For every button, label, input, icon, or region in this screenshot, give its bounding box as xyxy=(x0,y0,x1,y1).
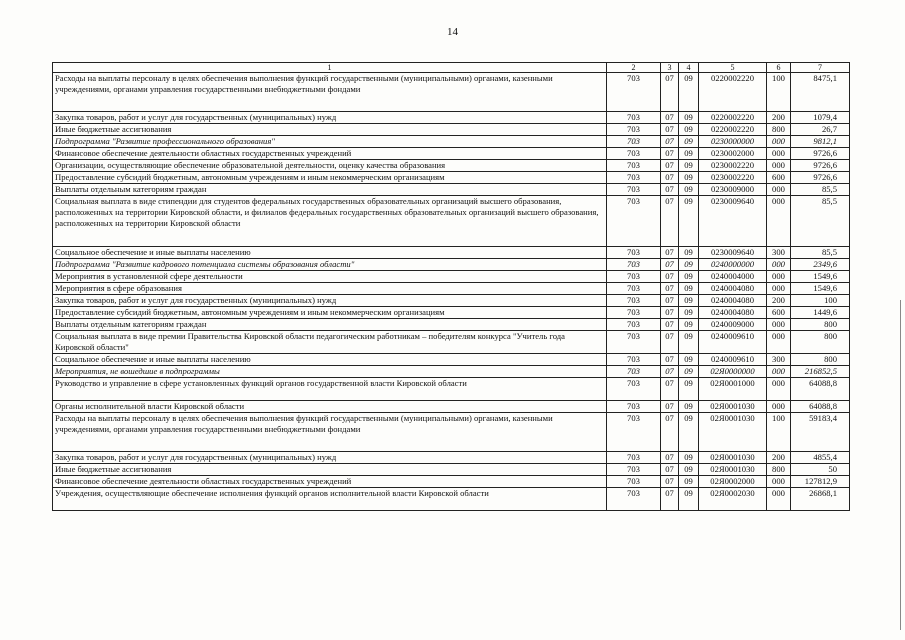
cell-code-3: 07 xyxy=(661,366,679,378)
cell-amount: 9726,6 xyxy=(791,160,850,172)
page-number: 14 xyxy=(447,26,458,38)
cell-code-4: 09 xyxy=(679,172,699,184)
cell-code-4: 09 xyxy=(679,452,699,464)
cell-code-5: 02Я0001000 xyxy=(699,378,767,401)
cell-code-3: 07 xyxy=(661,401,679,413)
cell-code-6: 000 xyxy=(767,136,791,148)
cell-code-3: 07 xyxy=(661,124,679,136)
table-row xyxy=(53,366,850,378)
row-description: Организации, осуществляющие обеспечение образовательной деятельности, оценку качества образования xyxy=(53,160,607,172)
cell-code-4: 09 xyxy=(679,259,699,271)
cell-code-2: 703 xyxy=(607,283,661,295)
cell-code-2: 703 xyxy=(607,378,661,401)
cell-amount: 85,5 xyxy=(791,184,850,196)
cell-code-2: 703 xyxy=(607,464,661,476)
cell-code-5: 02Я0000000 xyxy=(699,366,767,378)
row-description: Предоставление субсидий бюджетным, автономным учреждениям и иным некоммерческим организациям xyxy=(53,307,607,319)
cell-code-3: 07 xyxy=(661,160,679,172)
row-description: Предоставление субсидий бюджетным, автономным учреждениям и иным некоммерческим организациям xyxy=(53,172,607,184)
cell-code-5: 0240009000 xyxy=(699,319,767,331)
table-row xyxy=(53,172,850,184)
table-row xyxy=(53,271,850,283)
row-description: Закупка товаров, работ и услуг для государственных (муниципальных) нужд xyxy=(53,452,607,464)
cell-code-5: 0240004080 xyxy=(699,307,767,319)
header-cell: 4 xyxy=(679,63,699,73)
cell-amount: 64088,8 xyxy=(791,378,850,401)
row-description: Иные бюджетные ассигнования xyxy=(53,124,607,136)
row-description: Органы исполнительной власти Кировской области xyxy=(53,401,607,413)
table-row xyxy=(53,283,850,295)
row-description: Мероприятия, не вошедшие в подпрограммы xyxy=(53,366,607,378)
cell-amount: 26,7 xyxy=(791,124,850,136)
cell-code-4: 09 xyxy=(679,464,699,476)
row-description: Мероприятия в установленной сфере деятельности xyxy=(53,271,607,283)
row-description: Финансовое обеспечение деятельности областных государственных учреждений xyxy=(53,476,607,488)
cell-code-2: 703 xyxy=(607,452,661,464)
cell-amount: 216852,5 xyxy=(791,366,850,378)
cell-code-6: 000 xyxy=(767,259,791,271)
table-row xyxy=(53,319,850,331)
table-row xyxy=(53,259,850,271)
cell-code-4: 09 xyxy=(679,413,699,452)
row-description: Подпрограмма "Развитие профессионального образования" xyxy=(53,136,607,148)
cell-code-6: 000 xyxy=(767,283,791,295)
header-cell: 6 xyxy=(767,63,791,73)
table-row xyxy=(53,331,850,354)
cell-code-4: 09 xyxy=(679,319,699,331)
row-description: Социальная выплата в виде стипендии для студентов федеральных государственных образовательных организаций высшего образования, расположенных на территории Кировской области, и филиалов федеральных государственных образовательных организаций высшего образования, расположенных на территории Кировской области xyxy=(53,196,607,247)
table-row xyxy=(53,354,850,366)
cell-code-4: 09 xyxy=(679,307,699,319)
cell-code-5: 02Я0001030 xyxy=(699,452,767,464)
cell-code-3: 07 xyxy=(661,378,679,401)
cell-code-6: 000 xyxy=(767,401,791,413)
cell-code-6: 000 xyxy=(767,271,791,283)
cell-amount: 800 xyxy=(791,354,850,366)
cell-amount: 85,5 xyxy=(791,247,850,259)
cell-code-4: 09 xyxy=(679,136,699,148)
table-row xyxy=(53,136,850,148)
cell-code-2: 703 xyxy=(607,196,661,247)
table-row xyxy=(53,148,850,160)
cell-amount: 9726,6 xyxy=(791,172,850,184)
cell-code-2: 703 xyxy=(607,112,661,124)
cell-code-5: 0230002000 xyxy=(699,148,767,160)
table-row xyxy=(53,488,850,511)
row-description: Мероприятия в сфере образования xyxy=(53,283,607,295)
cell-code-2: 703 xyxy=(607,295,661,307)
cell-code-6: 000 xyxy=(767,331,791,354)
cell-code-5: 0230000000 xyxy=(699,136,767,148)
cell-code-3: 07 xyxy=(661,247,679,259)
row-description: Финансовое обеспечение деятельности областных государственных учреждений xyxy=(53,148,607,160)
row-description: Закупка товаров, работ и услуг для государственных (муниципальных) нужд xyxy=(53,112,607,124)
table-row xyxy=(53,184,850,196)
row-description: Руководство и управление в сфере установленных функций органов государственной власти Кировской области xyxy=(53,378,607,401)
cell-code-6: 300 xyxy=(767,354,791,366)
cell-code-3: 07 xyxy=(661,283,679,295)
cell-code-4: 09 xyxy=(679,196,699,247)
cell-code-4: 09 xyxy=(679,401,699,413)
cell-code-2: 703 xyxy=(607,331,661,354)
cell-code-4: 09 xyxy=(679,73,699,112)
cell-amount: 59183,4 xyxy=(791,413,850,452)
cell-code-5: 0240000000 xyxy=(699,259,767,271)
cell-code-3: 07 xyxy=(661,307,679,319)
cell-code-2: 703 xyxy=(607,354,661,366)
cell-code-5: 02Я0001030 xyxy=(699,401,767,413)
cell-code-4: 09 xyxy=(679,488,699,511)
cell-code-3: 07 xyxy=(661,319,679,331)
cell-amount: 4855,4 xyxy=(791,452,850,464)
cell-code-4: 09 xyxy=(679,476,699,488)
cell-code-4: 09 xyxy=(679,160,699,172)
cell-code-5: 0220002220 xyxy=(699,112,767,124)
cell-code-3: 07 xyxy=(661,354,679,366)
cell-code-4: 09 xyxy=(679,184,699,196)
table-row xyxy=(53,112,850,124)
cell-code-6: 600 xyxy=(767,307,791,319)
cell-amount: 26868,1 xyxy=(791,488,850,511)
cell-amount: 9812,1 xyxy=(791,136,850,148)
cell-code-2: 703 xyxy=(607,413,661,452)
cell-code-3: 07 xyxy=(661,413,679,452)
cell-code-6: 000 xyxy=(767,319,791,331)
scan-edge-line xyxy=(900,300,901,630)
cell-amount: 8475,1 xyxy=(791,73,850,112)
table-row xyxy=(53,476,850,488)
cell-code-2: 703 xyxy=(607,148,661,160)
cell-code-6: 100 xyxy=(767,413,791,452)
cell-code-5: 0240009610 xyxy=(699,331,767,354)
cell-code-6: 000 xyxy=(767,488,791,511)
cell-code-2: 703 xyxy=(607,488,661,511)
cell-code-5: 0240004000 xyxy=(699,271,767,283)
row-description: Социальное обеспечение и иные выплаты населению xyxy=(53,247,607,259)
cell-code-6: 000 xyxy=(767,184,791,196)
header-cell: 3 xyxy=(661,63,679,73)
table-row xyxy=(53,73,850,112)
cell-code-6: 600 xyxy=(767,172,791,184)
table-row xyxy=(53,160,850,172)
cell-code-3: 07 xyxy=(661,259,679,271)
cell-code-2: 703 xyxy=(607,271,661,283)
cell-code-5: 0240004080 xyxy=(699,283,767,295)
cell-code-5: 0240009610 xyxy=(699,354,767,366)
cell-code-3: 07 xyxy=(661,271,679,283)
cell-code-3: 07 xyxy=(661,331,679,354)
row-description: Иные бюджетные ассигнования xyxy=(53,464,607,476)
cell-code-2: 703 xyxy=(607,366,661,378)
cell-code-2: 703 xyxy=(607,184,661,196)
cell-code-2: 703 xyxy=(607,476,661,488)
cell-code-3: 07 xyxy=(661,196,679,247)
cell-amount: 127812,9 xyxy=(791,476,850,488)
cell-code-6: 200 xyxy=(767,452,791,464)
table-row xyxy=(53,378,850,401)
cell-code-3: 07 xyxy=(661,452,679,464)
budget-table xyxy=(52,62,850,511)
cell-code-2: 703 xyxy=(607,160,661,172)
table-row xyxy=(53,295,850,307)
cell-code-3: 07 xyxy=(661,172,679,184)
cell-code-2: 703 xyxy=(607,172,661,184)
cell-amount: 1079,4 xyxy=(791,112,850,124)
cell-code-4: 09 xyxy=(679,295,699,307)
cell-code-5: 0230009640 xyxy=(699,247,767,259)
cell-code-6: 100 xyxy=(767,73,791,112)
cell-amount: 800 xyxy=(791,319,850,331)
cell-code-2: 703 xyxy=(607,73,661,112)
cell-code-3: 07 xyxy=(661,184,679,196)
cell-code-2: 703 xyxy=(607,247,661,259)
cell-code-2: 703 xyxy=(607,319,661,331)
row-description: Социальное обеспечение и иные выплаты населению xyxy=(53,354,607,366)
cell-code-5: 0230009640 xyxy=(699,196,767,247)
row-description: Расходы на выплаты персоналу в целях обеспечения выполнения функций государственными (муниципальными) органами, казенными учреждениями, органами управления государственными внебюджетными фондами xyxy=(53,413,607,452)
cell-code-5: 02Я0002030 xyxy=(699,488,767,511)
cell-amount: 1549,6 xyxy=(791,271,850,283)
cell-code-2: 703 xyxy=(607,124,661,136)
cell-code-5: 0230009000 xyxy=(699,184,767,196)
cell-code-4: 09 xyxy=(679,148,699,160)
cell-amount: 50 xyxy=(791,464,850,476)
cell-code-5: 0240004080 xyxy=(699,295,767,307)
table-row xyxy=(53,307,850,319)
cell-code-6: 200 xyxy=(767,112,791,124)
cell-code-6: 000 xyxy=(767,378,791,401)
cell-amount: 85,5 xyxy=(791,196,850,247)
cell-code-5: 02Я0001030 xyxy=(699,413,767,452)
row-description: Закупка товаров, работ и услуг для государственных (муниципальных) нужд xyxy=(53,295,607,307)
cell-code-5: 0220002220 xyxy=(699,124,767,136)
cell-code-4: 09 xyxy=(679,283,699,295)
cell-amount: 800 xyxy=(791,331,850,354)
table-row xyxy=(53,413,850,452)
cell-code-2: 703 xyxy=(607,401,661,413)
cell-code-6: 000 xyxy=(767,160,791,172)
cell-amount: 1549,6 xyxy=(791,283,850,295)
cell-code-5: 0220002220 xyxy=(699,73,767,112)
cell-amount: 100 xyxy=(791,295,850,307)
cell-code-2: 703 xyxy=(607,136,661,148)
cell-code-2: 703 xyxy=(607,307,661,319)
cell-code-6: 200 xyxy=(767,295,791,307)
header-row xyxy=(53,63,850,73)
row-description: Выплаты отдельным категориям граждан xyxy=(53,319,607,331)
table-row xyxy=(53,464,850,476)
cell-code-4: 09 xyxy=(679,112,699,124)
row-description: Подпрограмма "Развитие кадрового потенциала системы образования области" xyxy=(53,259,607,271)
table-row xyxy=(53,452,850,464)
cell-code-3: 07 xyxy=(661,488,679,511)
cell-code-6: 000 xyxy=(767,366,791,378)
row-description: Социальная выплата в виде премии Правительства Кировской области педагогическим работникам – победителям конкурса "Учитель года Кировской области" xyxy=(53,331,607,354)
cell-amount: 2349,6 xyxy=(791,259,850,271)
cell-code-5: 02Я0002000 xyxy=(699,476,767,488)
header-cell: 2 xyxy=(607,63,661,73)
cell-amount: 64088,8 xyxy=(791,401,850,413)
cell-code-3: 07 xyxy=(661,112,679,124)
cell-code-3: 07 xyxy=(661,295,679,307)
cell-code-4: 09 xyxy=(679,366,699,378)
cell-code-5: 0230002220 xyxy=(699,172,767,184)
cell-code-3: 07 xyxy=(661,73,679,112)
cell-code-2: 703 xyxy=(607,259,661,271)
cell-code-4: 09 xyxy=(679,354,699,366)
table-row xyxy=(53,247,850,259)
row-description: Учреждения, осуществляющие обеспечение исполнения функций органов исполнительной власти Кировской области xyxy=(53,488,607,511)
row-description: Выплаты отдельным категориям граждан xyxy=(53,184,607,196)
table-row xyxy=(53,401,850,413)
cell-amount: 1449,6 xyxy=(791,307,850,319)
cell-code-6: 000 xyxy=(767,148,791,160)
cell-code-6: 800 xyxy=(767,124,791,136)
cell-code-3: 07 xyxy=(661,464,679,476)
row-description: Расходы на выплаты персоналу в целях обеспечения выполнения функций государственными (муниципальными) органами, казенными учреждениями, органами управления государственными внебюджетными фондами xyxy=(53,73,607,112)
cell-code-3: 07 xyxy=(661,136,679,148)
cell-code-6: 000 xyxy=(767,196,791,247)
cell-code-5: 02Я0001030 xyxy=(699,464,767,476)
cell-code-4: 09 xyxy=(679,271,699,283)
cell-code-3: 07 xyxy=(661,476,679,488)
cell-code-4: 09 xyxy=(679,331,699,354)
cell-code-6: 800 xyxy=(767,464,791,476)
cell-code-6: 000 xyxy=(767,476,791,488)
cell-amount: 9726,6 xyxy=(791,148,850,160)
header-cell: 7 xyxy=(791,63,850,73)
header-cell: 1 xyxy=(53,63,607,73)
table-row xyxy=(53,196,850,247)
cell-code-4: 09 xyxy=(679,247,699,259)
header-cell: 5 xyxy=(699,63,767,73)
cell-code-4: 09 xyxy=(679,378,699,401)
cell-code-6: 300 xyxy=(767,247,791,259)
cell-code-4: 09 xyxy=(679,124,699,136)
cell-code-5: 0230002220 xyxy=(699,160,767,172)
table-row xyxy=(53,124,850,136)
cell-code-3: 07 xyxy=(661,148,679,160)
